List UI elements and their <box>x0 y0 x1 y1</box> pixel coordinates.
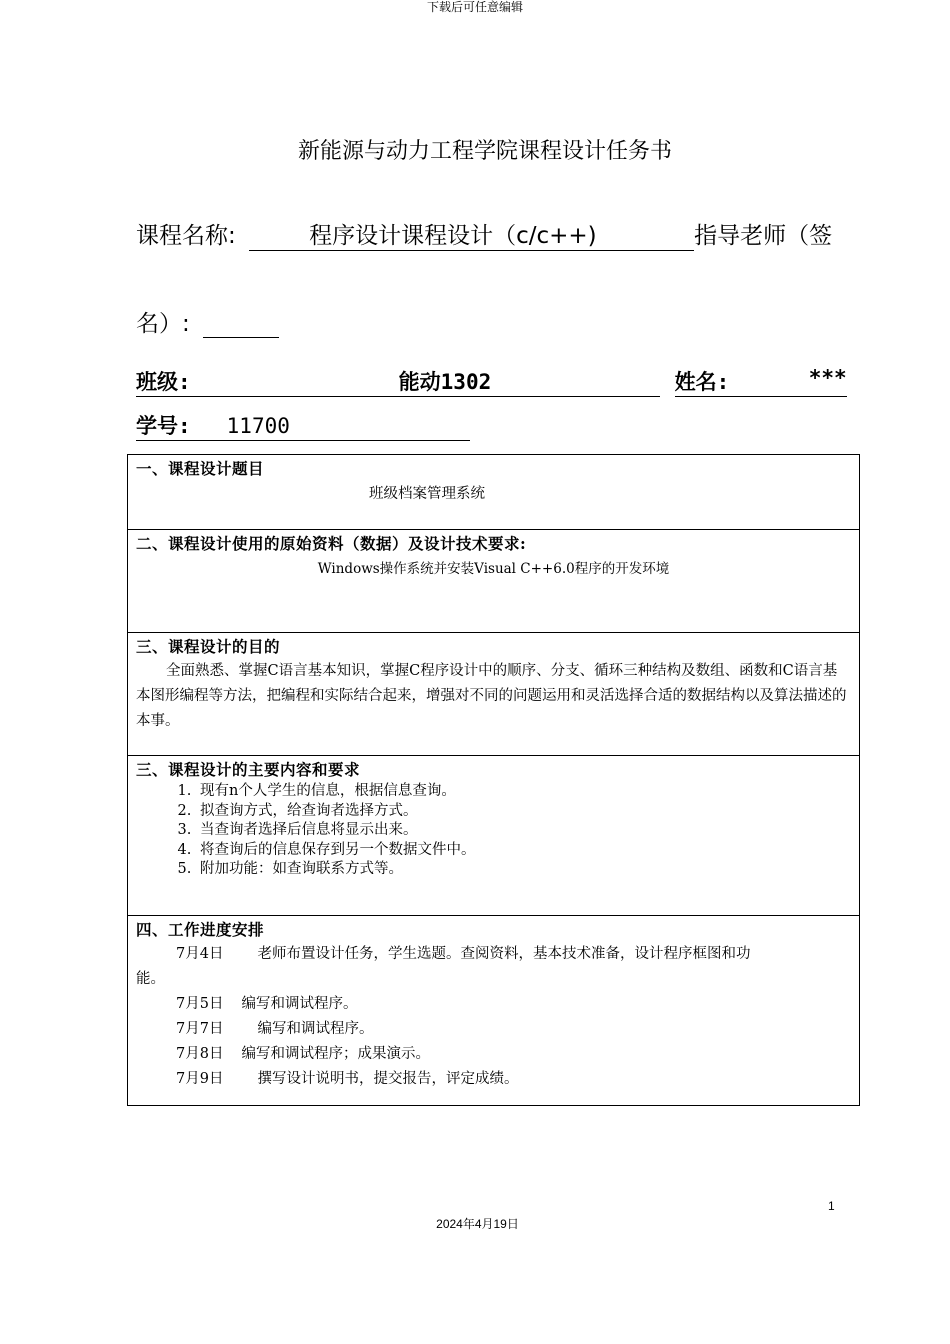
schedule-date: 7月8日 <box>176 1046 224 1062</box>
section-purpose <box>128 633 860 756</box>
list-item: 4. 将查询后的信息保存到另一个数据文件中。 <box>196 841 851 861</box>
section-heading: 二、课程设计使用的原始资料（数据）及设计技术要求: <box>136 534 527 553</box>
teacher-label-a: 指导老师（签 <box>694 223 833 249</box>
list-item: 2. 拟查询方式，给查询者选择方式。 <box>196 802 851 822</box>
student-id-value: 11700 <box>226 414 290 438</box>
schedule-text: 撰写设计说明书，提交报告，评定成绩。 <box>257 1071 519 1087</box>
class-line <box>136 366 847 397</box>
schedule-text: 编写和调试程序；成果演示。 <box>241 1046 430 1062</box>
schedule-date: 7月4日 <box>176 946 224 962</box>
schedule-list <box>136 942 851 1092</box>
requirements-list <box>136 782 851 880</box>
list-item: 5. 附加功能：如查询联系方式等。 <box>196 860 851 880</box>
course-name-field <box>249 217 694 251</box>
page-number: 1 <box>828 1199 835 1213</box>
schedule-row <box>136 1067 851 1092</box>
section-heading: 四、工作进度安排 <box>136 920 265 939</box>
course-line <box>136 217 832 251</box>
section-heading: 三、课程设计的主要内容和要求 <box>136 760 361 779</box>
class-field <box>136 366 660 397</box>
schedule-row <box>136 967 851 992</box>
footer-date: 2024年4月19日 <box>436 1217 519 1231</box>
schedule-row <box>136 1042 851 1067</box>
schedule-text: 编写和调试程序。 <box>257 1021 374 1037</box>
class-label: 班级: <box>136 370 191 394</box>
teacher-sign-line <box>136 305 279 338</box>
section-body: 全面熟悉、掌握C语言基本知识，掌握C程序设计中的顺序、分支、循环三种结构及数组、函数和C语言基本图形编程等方法，把编程和实际结合起来，增强对不同的问题运用和灵活选择合适的数据结构以及算法描述的本事。 <box>136 663 847 729</box>
header-note: 下载后可任意编辑 <box>426 0 523 14</box>
schedule-text: 编写和调试程序。 <box>241 996 358 1012</box>
section-body: 班级档案管理系统 <box>369 486 485 502</box>
schedule-date: 7月7日 <box>176 1021 224 1037</box>
class-value: 能动1302 <box>398 370 492 394</box>
student-id-line <box>136 410 470 441</box>
schedule-row <box>136 942 851 967</box>
student-id-label: 学号: <box>136 414 191 438</box>
document-title: 新能源与动力工程学院课程设计任务书 <box>297 139 672 164</box>
section-content <box>128 756 860 916</box>
list-item: 3. 当查询者选择后信息将显示出来。 <box>196 821 851 841</box>
name-value: *** <box>808 366 847 390</box>
student-name-field <box>675 366 847 397</box>
student-id-field <box>136 410 470 441</box>
schedule-date: 7月5日 <box>176 996 224 1012</box>
course-name: 程序设计课程设计（c/c++) <box>309 223 597 249</box>
teacher-label-b: 名）: <box>136 311 190 337</box>
schedule-date: 7月9日 <box>176 1071 224 1087</box>
schedule-row <box>136 992 851 1017</box>
section-materials <box>128 530 860 633</box>
section-heading: 三、课程设计的目的 <box>136 637 281 656</box>
task-table <box>127 454 860 1106</box>
schedule-row <box>136 1017 851 1042</box>
name-label: 姓名: <box>674 370 730 394</box>
section-body: Windows操作系统并安装Visual C++6.0程序的开发环境 <box>317 561 670 577</box>
section-schedule <box>128 916 860 1106</box>
teacher-signature-blank <box>203 315 279 338</box>
schedule-text: 能。 <box>136 971 165 987</box>
course-label: 课程名称: <box>136 223 236 249</box>
section-heading: 一、课程设计题目 <box>136 459 265 478</box>
list-item: 1. 现有n个人学生的信息，根据信息查询。 <box>196 782 851 802</box>
section-topic <box>128 455 860 530</box>
schedule-text: 老师布置设计任务，学生选题。查阅资料，基本技术准备，设计程序框图和功 <box>257 946 751 962</box>
